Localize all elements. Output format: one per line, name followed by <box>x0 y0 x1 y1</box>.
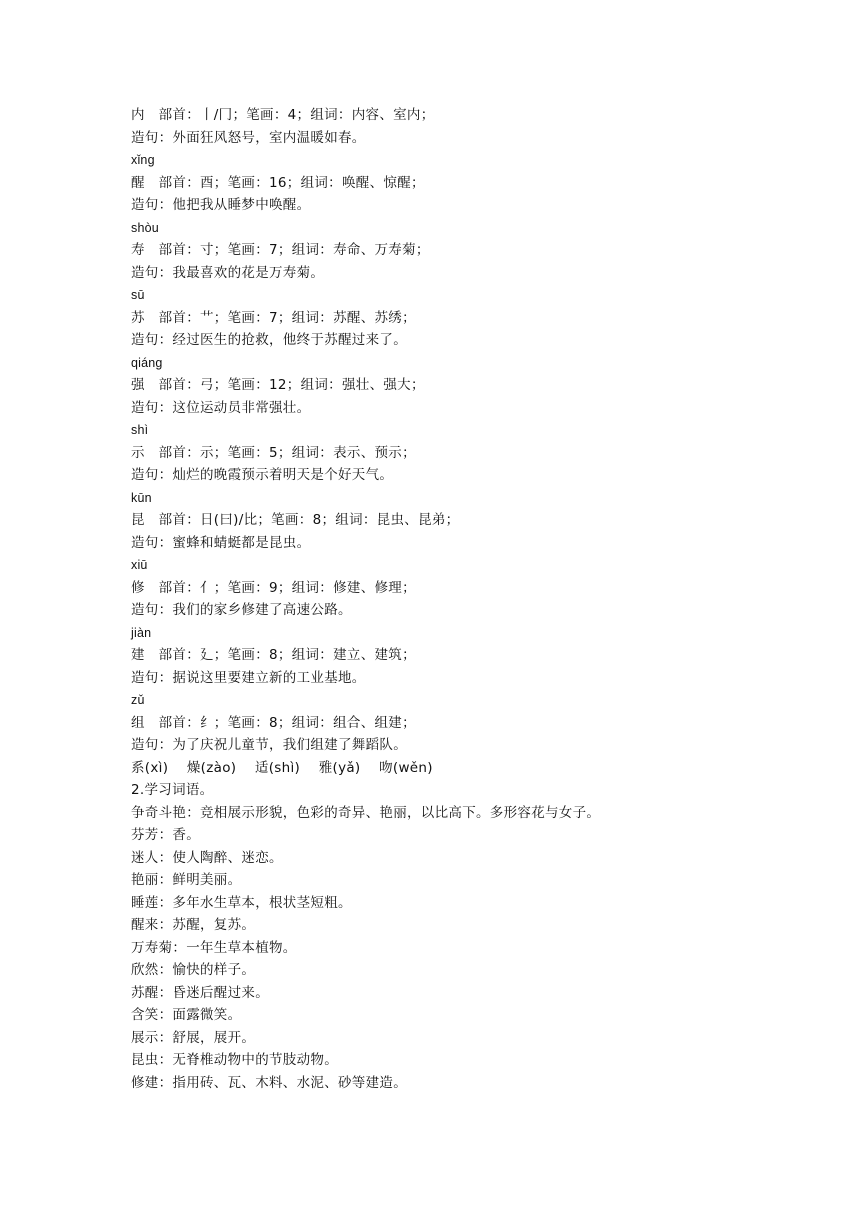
char-info-line: 昆 部首：日(曰)/比；笔画：8；组词：昆虫、昆弟； <box>131 512 460 528</box>
polyphone-item: 吻(wěn) <box>379 759 433 776</box>
vocab-item: 修建：指用砖、瓦、木料、水泥、砂等建造。 <box>131 1074 407 1091</box>
example-sentence: 造句：经过医生的抢救，他终于苏醒过来了。 <box>131 332 407 348</box>
char-info-line: 醒 部首：酉；笔画：16；组词：唤醒、惊醒； <box>131 174 425 191</box>
example-sentence: 造句：为了庆祝儿童节，我们组建了舞蹈队。 <box>131 737 407 753</box>
pinyin-label: xǐng <box>131 153 155 167</box>
example-sentence: 造句：这位运动员非常强壮。 <box>131 399 311 416</box>
char-info-line: 组 部首：纟；笔画：8；组词：组合、组建； <box>131 714 416 731</box>
vocab-item: 迷人：使人陶醉、迷恋。 <box>131 849 283 866</box>
pinyin-label: kūn <box>131 490 152 505</box>
char-info-line: 强 部首：弓；笔画：12；组词：强壮、强大； <box>131 377 425 393</box>
char-info-line: 内 部首：丨/冂；笔画：4；组词：内容、室内； <box>131 107 435 123</box>
example-sentence: 造句：外面狂风怒号，室内温暖如春。 <box>131 129 366 146</box>
pinyin-label: shì <box>131 423 149 437</box>
vocab-item: 含笑：面露微笑。 <box>131 1007 242 1023</box>
vocab-item: 昆虫：无脊椎动物中的节肢动物。 <box>131 1052 338 1068</box>
example-sentence: 造句：据说这里要建立新的工业基地。 <box>131 669 366 686</box>
char-info-line: 示 部首：示；笔画：5；组词：表示、预示； <box>131 444 416 461</box>
example-sentence: 造句：他把我从睡梦中唤醒。 <box>131 197 311 213</box>
vocab-item: 争奇斗艳：竞相展示形貌，色彩的奇异、艳丽，以比高下。多形容花与女子。 <box>131 804 601 821</box>
example-sentence: 造句：蜜蜂和蜻蜓都是昆虫。 <box>131 534 311 551</box>
pinyin-label: shòu <box>131 220 159 235</box>
polyphone-item: 适(shì) <box>254 759 301 776</box>
vocab-item: 睡莲：多年水生草本，根状茎短粗。 <box>131 894 352 911</box>
char-info-line: 建 部首：廴；笔画：8；组词：建立、建筑； <box>131 647 416 663</box>
polyphone-item: 系(xì) <box>131 759 169 776</box>
polyphone-list <box>131 757 831 780</box>
char-info-line: 修 部首：亻；笔画：9；组词：修建、修理； <box>131 579 416 596</box>
char-info-line: 寿 部首：寸；笔画：7；组词：寿命、万寿菊； <box>131 242 430 258</box>
example-sentence: 造句：灿烂的晚霞预示着明天是个好天气。 <box>131 467 394 483</box>
section-heading: 2.学习词语。 <box>131 782 214 798</box>
vocab-item: 艳丽：鲜明美丽。 <box>131 872 242 888</box>
polyphone-item: 燥(zào) <box>186 759 237 776</box>
pinyin-label: sū <box>131 288 145 302</box>
vocab-item: 醒来：苏醒，复苏。 <box>131 917 256 933</box>
document-page <box>131 104 831 1094</box>
char-info-line: 苏 部首：艹；笔画：7；组词：苏醒、苏绣； <box>131 309 416 326</box>
pinyin-label: jiàn <box>131 625 152 640</box>
vocab-item: 芬芳：香。 <box>131 827 200 843</box>
vocab-item: 展示：舒展，展开。 <box>131 1029 256 1046</box>
pinyin-label: zǔ <box>131 693 145 707</box>
vocab-item: 万寿菊：一年生草本植物。 <box>131 939 297 956</box>
vocab-item: 欣然：愉快的样子。 <box>131 962 256 978</box>
pinyin-label: xiū <box>131 558 148 572</box>
example-sentence: 造句：我最喜欢的花是万寿菊。 <box>131 264 325 281</box>
vocab-item: 苏醒：昏迷后醒过来。 <box>131 984 269 1001</box>
polyphone-item: 雅(yǎ) <box>318 759 361 776</box>
pinyin-label: qiáng <box>131 355 163 370</box>
example-sentence: 造句：我们的家乡修建了高速公路。 <box>131 602 352 618</box>
